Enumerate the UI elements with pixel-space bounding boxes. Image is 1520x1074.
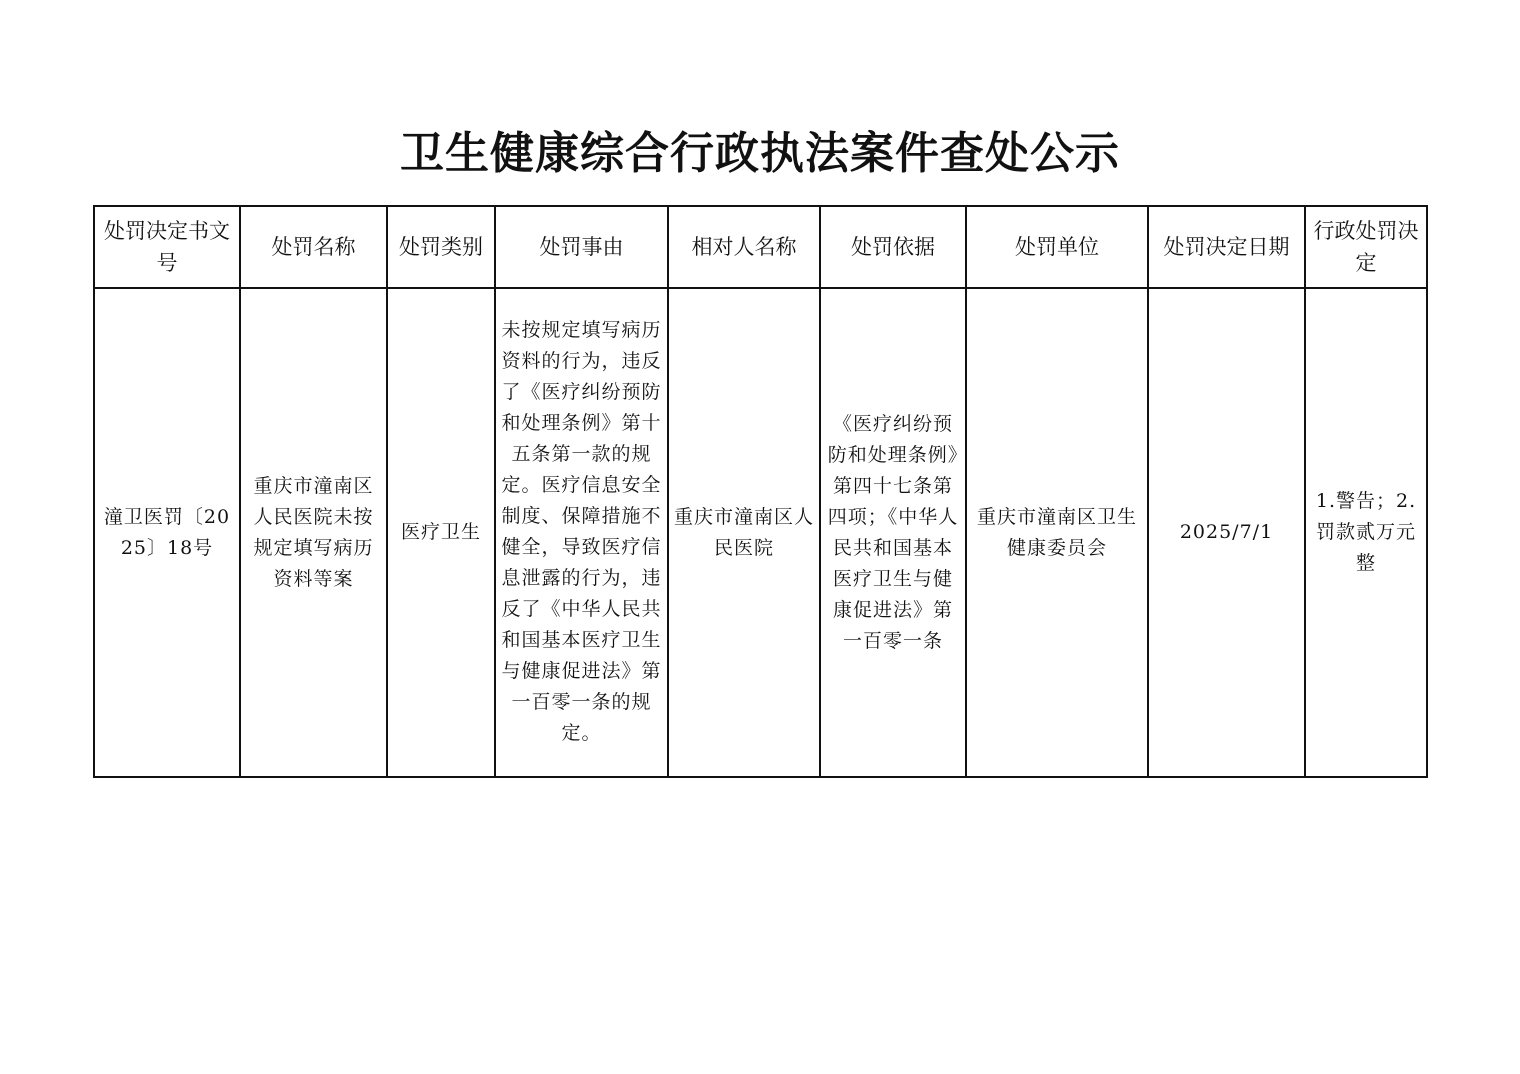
cell-legal-basis: 《医疗纠纷预防和处理条例》第四十七条第四项；《中华人民共和国基本医疗卫生与健康促进法》第一百零一条 <box>820 288 966 777</box>
header-penalty-name: 处罚名称 <box>240 206 387 288</box>
cell-decision-date: 2025/7/1 <box>1148 288 1305 777</box>
page-title: 卫生健康综合行政执法案件查处公示 <box>400 128 1120 179</box>
penalty-reason-text: 未按规定填写病历资料的行为，违反了《医疗纠纷预防和处理条例》第十五条第一款的规定。医疗信息安全制度、保障措施不健全，导致医疗信息泄露的行为，违反了《中华人民共和国基本医疗卫生与健康促进法》第一百零一条的规定。 <box>501 318 662 744</box>
case-table <box>93 205 1428 778</box>
header-decision-number: 处罚决定书文号 <box>94 206 240 288</box>
cell-decision: 1.警告；2.罚款贰万元整 <box>1305 288 1427 777</box>
cell-penalty-reason <box>495 288 668 777</box>
header-party-name: 相对人名称 <box>668 206 820 288</box>
cell-party-name: 重庆市潼南区人民医院 <box>668 288 820 777</box>
cell-penalty-unit: 重庆市潼南区卫生健康委员会 <box>966 288 1148 777</box>
cell-penalty-category: 医疗卫生 <box>387 288 495 777</box>
cell-penalty-name: 重庆市潼南区人民医院未按规定填写病历资料等案 <box>240 288 387 777</box>
table-body <box>94 288 1427 777</box>
header-row <box>94 206 1427 288</box>
header-decision-date: 处罚决定日期 <box>1148 206 1305 288</box>
table-row <box>94 288 1427 777</box>
header-decision: 行政处罚决定 <box>1305 206 1427 288</box>
header-penalty-unit: 处罚单位 <box>966 206 1148 288</box>
header-penalty-reason: 处罚事由 <box>495 206 668 288</box>
table-header <box>94 206 1427 288</box>
header-penalty-category: 处罚类别 <box>387 206 495 288</box>
header-legal-basis: 处罚依据 <box>820 206 966 288</box>
cell-decision-number: 潼卫医罚〔2025〕18号 <box>94 288 240 777</box>
